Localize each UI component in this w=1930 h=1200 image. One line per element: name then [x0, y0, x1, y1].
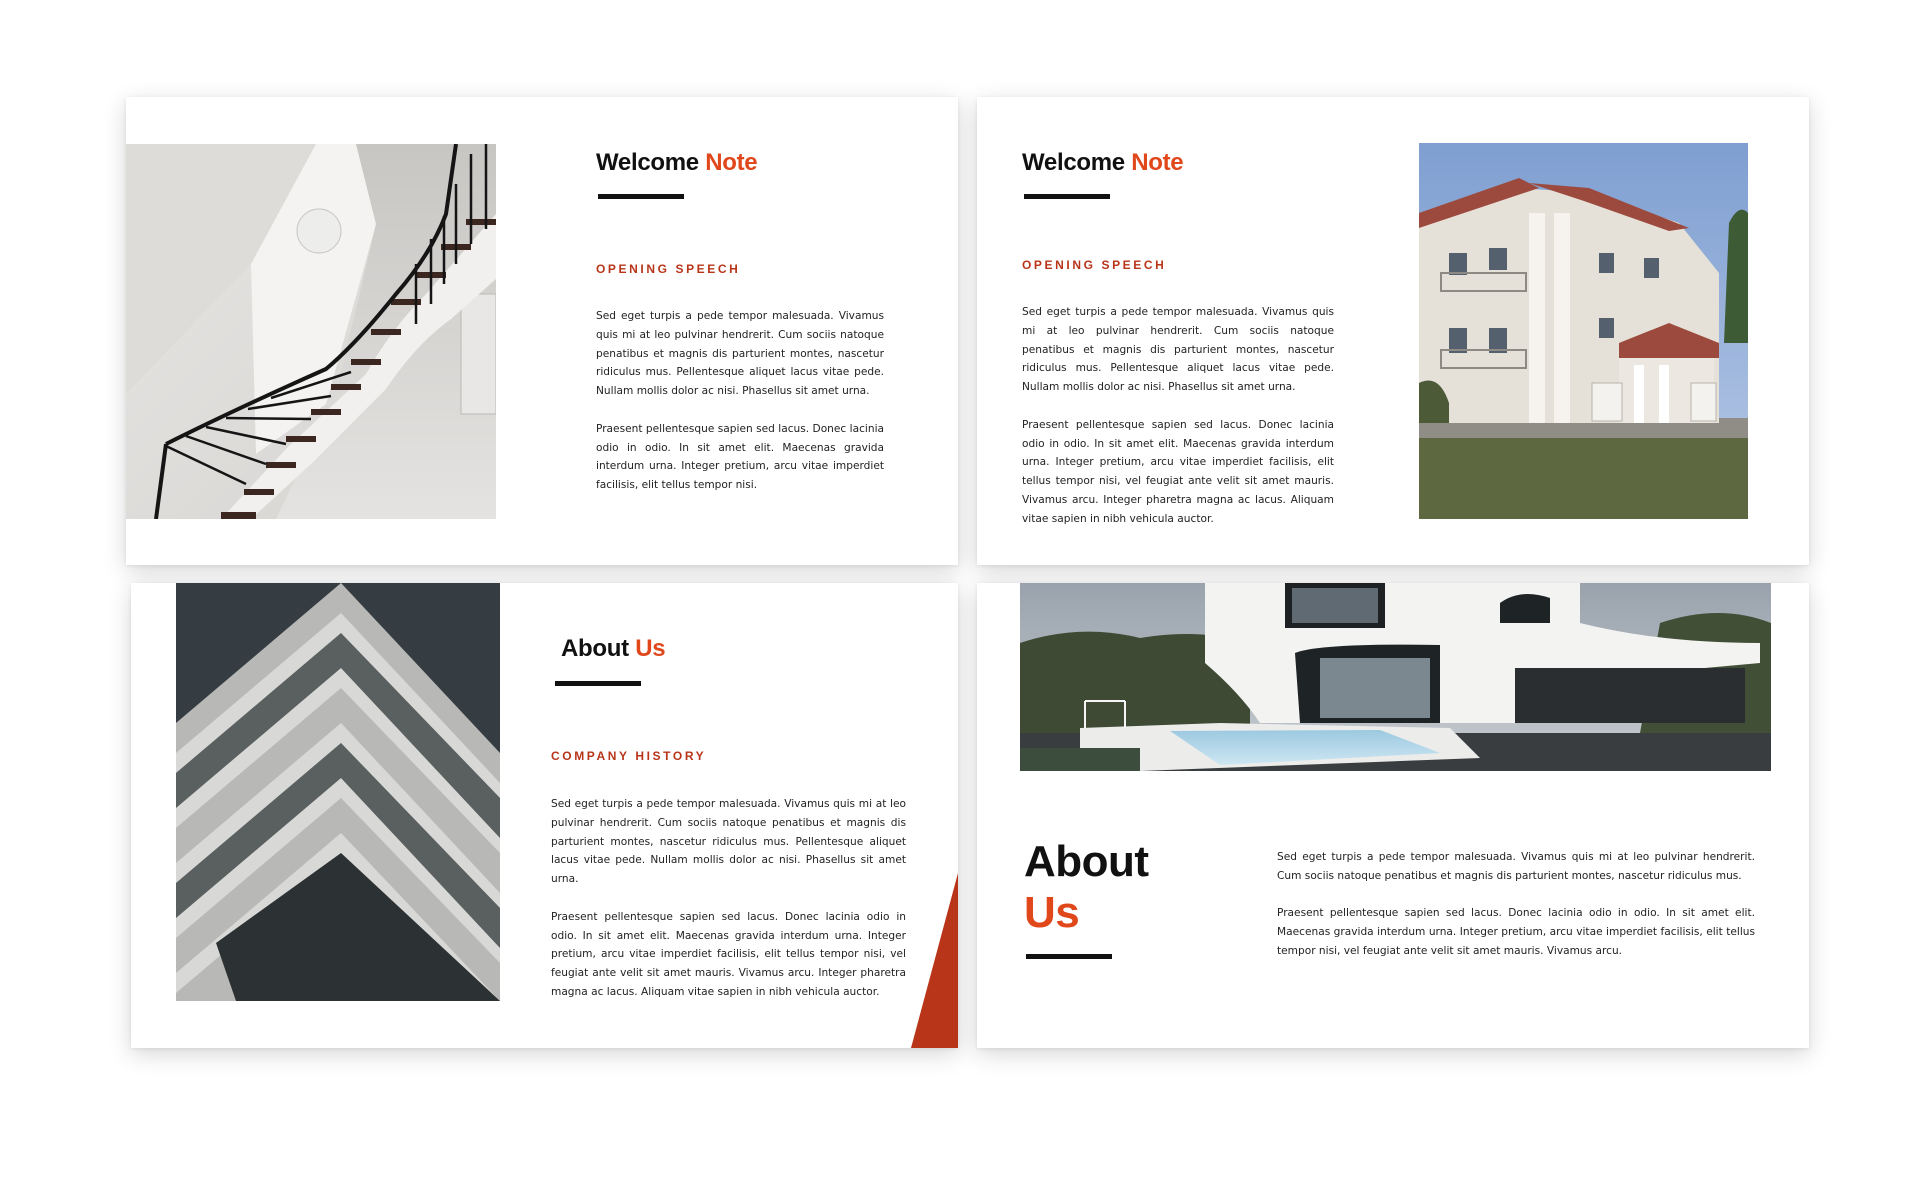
- paragraph: Sed eget turpis a pede tempor malesuada. Vivamus quis mi at leo pulvinar hendrerit. Cum sociis natoque penatibus et magnis dis parturient montes, nascetur ridiculus mus. Pellentesque aliquet lacus vitae pede. Nullam mollis dolor ac nisi. Phasellus sit amet urna.: [551, 798, 906, 886]
- villa-photo: [1020, 583, 1771, 771]
- title-underline: [1024, 194, 1110, 199]
- slide-about-us-1[interactable]: [131, 583, 958, 1048]
- title-underline: [1026, 954, 1112, 959]
- section-kicker: OPENING SPEECH: [596, 262, 741, 276]
- slide-title: [596, 149, 757, 177]
- title-text: About: [561, 635, 629, 662]
- body-text: [1277, 848, 1755, 961]
- slide-title: [561, 635, 665, 663]
- accent-wedge: [911, 873, 958, 1048]
- slide-title: [1022, 149, 1183, 177]
- paragraph: Praesent pellentesque sapien sed lacus. Donec lacinia odio in odio. In sit amet elit. Maecenas gravida interdum urna. Integer pretium, arcu vitae imperdiet facilisis, elit tellus tempor nisi, vel feugiat ante velit sit amet mauris. Vivamus arcu. Integer pharetra magna ac lacus. Aliquam vitae sapien in nibh vehicula auctor.: [551, 910, 906, 998]
- title-underline: [598, 194, 684, 199]
- house-photo: [1419, 143, 1748, 519]
- slide-about-us-2[interactable]: [977, 583, 1809, 1048]
- paragraph: Sed eget turpis a pede tempor malesuada. Vivamus quis mi at leo pulvinar hendrerit. Cum sociis natoque penatibus et magnis dis parturient montes, nascetur ridiculus mus. Pellentesque aliquet lacus vitae pede. Nullam mollis dolor ac nisi. Phasellus sit amet urna.: [596, 310, 884, 398]
- slide-title: [1024, 836, 1149, 938]
- title-accent: Note: [705, 149, 758, 176]
- paragraph: Praesent pellentesque sapien sed lacus. Donec lacinia odio in odio. In sit amet elit. Maecenas gravida interdum urna. Integer pretium, arcu vitae imperdiet facilisis, elit tellus tempor nisi.: [596, 422, 884, 492]
- paragraph: Praesent pellentesque sapien sed lacus. Donec lacinia odio in odio. In sit amet elit. Maecenas gravida interdum urna. Integer pretium, arcu vitae imperdiet facilisis, elit tellus tempor nisi, vel feugiat ante velit sit amet mauris. Vivamus arcu.: [1277, 907, 1755, 957]
- title-accent: Us: [1024, 888, 1080, 937]
- paragraph: Sed eget turpis a pede tempor malesuada. Vivamus quis mi at leo pulvinar hendrerit. Cum sociis natoque penatibus et magnis dis parturient montes, nascetur ridiculus mus. Pellentesque aliquet lacus vitae pede. Nullam mollis dolor ac nisi. Phasellus sit amet urna.: [1022, 306, 1334, 394]
- title-text: About: [1024, 837, 1149, 886]
- paragraph: Praesent pellentesque sapien sed lacus. Donec lacinia odio in odio. In sit amet elit. Maecenas gravida interdum urna. Integer pretium, arcu vitae imperdiet facilisis, elit tellus tempor nisi, vel feugiat ante velit sit amet mauris. Vivamus arcu. Integer pharetra magna ac lacus. Aliquam vitae sapien in nibh vehicula auctor.: [1022, 418, 1334, 525]
- title-accent: Note: [1131, 149, 1184, 176]
- building-photo: [176, 583, 500, 1001]
- body-text: [596, 307, 884, 495]
- body-text: [551, 795, 906, 1002]
- section-kicker: OPENING SPEECH: [1022, 258, 1167, 272]
- slide-welcome-note-1[interactable]: [126, 97, 958, 565]
- body-text: [1022, 303, 1334, 529]
- paragraph: Sed eget turpis a pede tempor malesuada. Vivamus quis mi at leo pulvinar hendrerit. Cum sociis natoque penatibus et magnis dis parturient montes, nascetur ridiculus mus.: [1277, 851, 1755, 882]
- title-underline: [555, 681, 641, 686]
- slide-welcome-note-2[interactable]: [977, 97, 1809, 565]
- staircase-photo: [126, 144, 496, 519]
- title-text: Welcome: [596, 149, 699, 176]
- title-text: Welcome: [1022, 149, 1125, 176]
- title-accent: Us: [635, 635, 666, 662]
- section-kicker: COMPANY HISTORY: [551, 749, 707, 763]
